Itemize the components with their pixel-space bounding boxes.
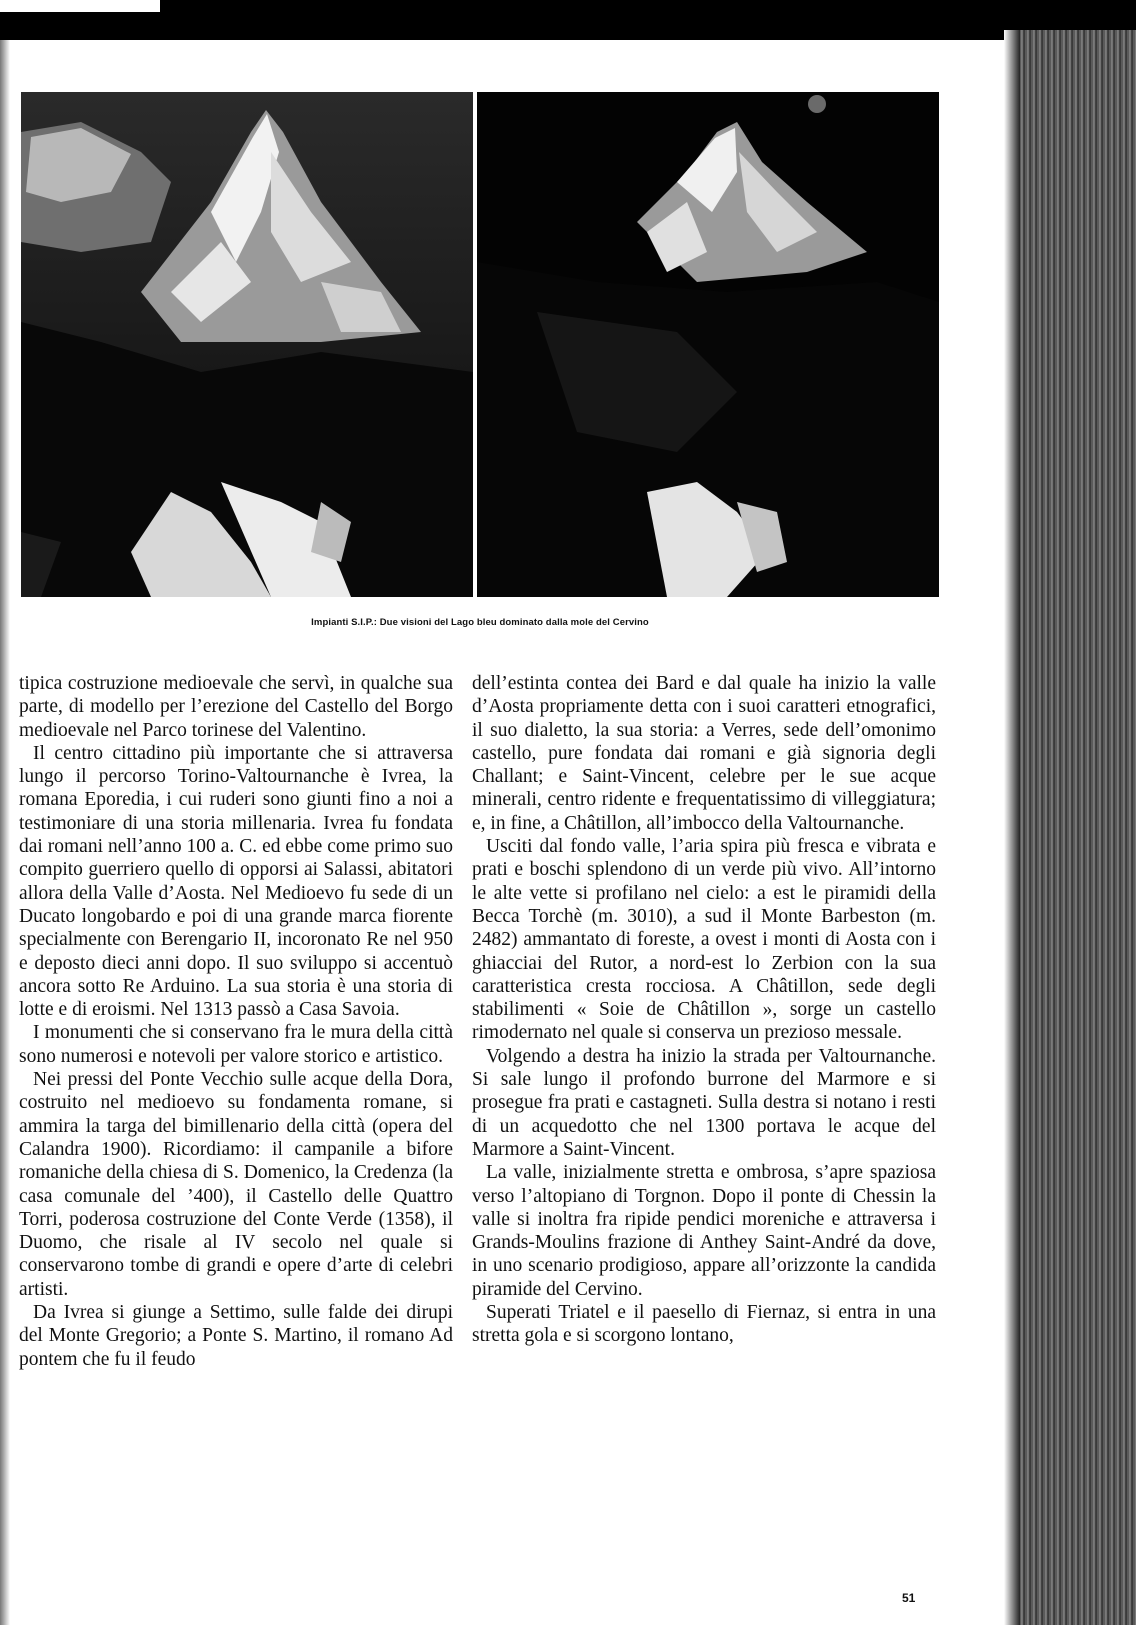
text-column-left bbox=[19, 672, 453, 1371]
scan-left-shadow bbox=[0, 40, 10, 1625]
paragraph: Da Ivrea si giunge a Settimo, sulle falde dei dirupi del Monte Gregorio; a Ponte S. Martino, il romano Ad pontem che fu il feudo bbox=[19, 1302, 453, 1370]
scan-top-band bbox=[0, 0, 1136, 40]
book-gutter-shadow bbox=[1004, 30, 1020, 1625]
paragraph: Superati Triatel e il paesello di Fiernaz, si entra in una stretta gola e si scorgono lontano, bbox=[472, 1302, 936, 1347]
book-page-edges bbox=[1020, 30, 1136, 1625]
paragraph: Nei pressi del Ponte Vecchio sulle acque della Dora, costruito nel medioevo su fondamenta romane, si ammira la targa del bimillenario della città (opera del Calandra 1900). Ricordiamo: il campanile a bifore romaniche della chiesa di S. Domenico, la Credenza (la casa comunale del ’400), il Castello delle Quattro Torri, poderosa costruzione del Conte Verde (1358), il Duomo, che risale al IV secolo nel quale si conservarono tombe di grandi e opere d’arte di celebri artisti. bbox=[19, 1069, 453, 1300]
text-column-right bbox=[472, 672, 936, 1348]
paragraph: La valle, inizialmente stretta e ombrosa, s’apre spaziosa verso l’altopiano di Torgnon. Dopo il ponte di Chessin la valle si inoltra fra ripide pendici moreniche e attraversa i Grands-Moulins frazione di Anthey Saint-André da dove, in uno scenario prodigioso, appare all’orizzonte la candida piramide del Cervino. bbox=[472, 1162, 936, 1300]
paragraph: I monumenti che si conservano fra le mura della città sono numerosi e notevoli per valore storico e artistico. bbox=[19, 1022, 453, 1067]
paragraph: Il centro cittadino più importante che si attraversa lungo il percorso Torino-Valtournanche è Ivrea, la romana Eporedia, i cui ruderi sono giunti fino a noi a testimoniare di una storia millenaria. Ivrea fu fondata dai romani nell’anno 100 a. C. ed ebbe come primo suo compito guerriero quello di opporsi ai Salassi, abitatori allora della Valle d’Aosta. Nel Medioevo fu sede di un Ducato longobardo e poi di una grande marca fiorente specialmente con Berengario II, incoronato Re nel 950 e deposto dieci anni dopo. Il suo sviluppo si accentuò ancora sotto Re Arduino. La sua storia è una storia di lotte e di eroismi. Nel 1313 passò a Casa Savoia. bbox=[19, 742, 453, 1021]
mountain-photo-left bbox=[21, 92, 473, 597]
page-number: 51 bbox=[902, 1591, 916, 1605]
paragraph: Usciti dal fondo valle, l’aria spira più fresca e vibrata e prati e boschi splendono di un verde più vivo. All’intorno le alte vette si profilano nel cielo: a est le piramidi della Becca Torchè (m. 3010), a sud il Monte Barbeston (m. 2482) ammantato di foreste, a ovest i monti di Aosta con i ghiacciai del Rutor, a nord-est lo Zerbion con la sua caratteristica cresta rocciosa. A Châtillon, sede degli stabilimenti « Soie de Châtillon », sorge un castello rimodernato nel quale si conserva un prezioso messale. bbox=[472, 836, 936, 1044]
paragraph: Volgendo a destra ha inizio la strada per Valtournanche. Si sale lungo il profondo burrone del Marmore e si prosegue fra prati e castagneti. Sulla destra si notano i resti di un acquedotto che nel 1300 portava le acque del Marmore a Saint-Vincent. bbox=[472, 1045, 936, 1160]
scan-top-corner bbox=[0, 0, 160, 12]
paragraph: dell’estinta contea dei Bard e dal quale ha inizio la valle d’Aosta propriamente detta con i suoi caratteri etnografici, il suo dialetto, la sua storia: a Verres, sede dell’omonimo castello, pure fondata dai romani e già signoria degli Challant; e Saint-Vincent, celebre per le sue acque minerali, centro ridente e frequentatissimo di villeggiatura; e, in fine, a Châtillon, all’imbocco della Valtournanche. bbox=[472, 673, 936, 834]
figure-caption: Impianti S.I.P.: Due visioni del Lago bleu dominato dalla mole del Cervino bbox=[311, 617, 649, 628]
photo-lago-bleu-left bbox=[21, 92, 473, 597]
photo-lago-bleu-right bbox=[477, 92, 939, 597]
mountain-photo-right bbox=[477, 92, 939, 597]
paragraph: tipica costruzione medioevale che servì, in qualche sua parte, di modello per l’erezione del Castello del Borgo medioevale nel Parco torinese del Valentino. bbox=[19, 673, 453, 741]
